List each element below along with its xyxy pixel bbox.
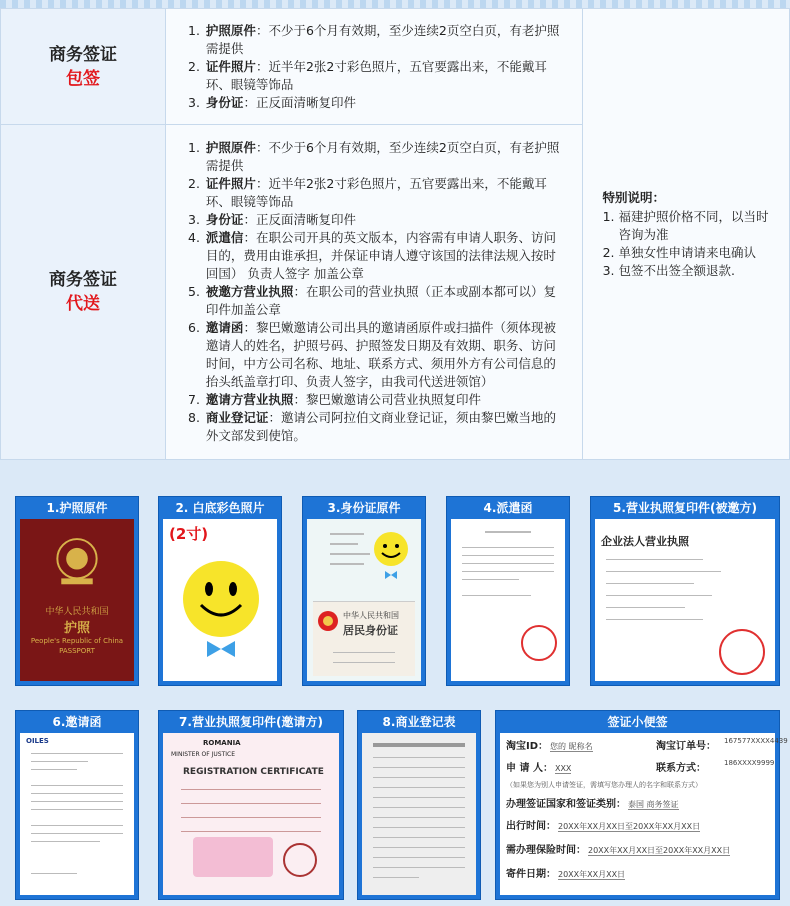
cert-stamp xyxy=(283,843,317,877)
requirements-list-cell xyxy=(165,125,582,460)
notes-title: 特别说明： xyxy=(602,190,666,205)
company-stamp xyxy=(521,625,557,661)
note-row xyxy=(506,817,769,832)
requirement-text: ：近半年2张2寸彩色照片，五官要露出来，不能戴耳环、眼镜等饰品 xyxy=(205,58,547,92)
requirement-item xyxy=(204,22,562,58)
note-label: 淘宝订单号： xyxy=(656,741,716,752)
note-item: 3. 包签不出签全额退款. xyxy=(619,262,779,280)
note-row xyxy=(506,779,769,790)
requirement-text: ：不少于6个月有效期，至少连续2页空白页，有老护照需提供 xyxy=(205,140,560,173)
note-value: XXX xyxy=(554,764,572,773)
note-label: 淘宝ID： xyxy=(506,741,549,752)
requirement-heading: 商业登记证 xyxy=(205,410,269,425)
requirement-item xyxy=(204,211,562,229)
license-doc-title: 企业法人营业执照 xyxy=(601,535,689,548)
category-subtitle: 包签 xyxy=(65,68,100,89)
passport-country-cn: 中华人民共和国 xyxy=(45,607,109,617)
note-row xyxy=(506,737,788,752)
card-license xyxy=(590,496,780,686)
category-title: 商务签证 xyxy=(48,270,117,290)
requirements-list xyxy=(166,22,582,112)
note-label: 出行时间： xyxy=(506,821,556,832)
card-dispatch xyxy=(446,496,570,686)
note-item: 2. 单独女性申请请来电确认 xyxy=(619,244,779,262)
note-label: 联系方式： xyxy=(656,763,706,774)
card-photo xyxy=(158,496,282,686)
card-title: 签证小便签 xyxy=(607,715,668,729)
requirement-text: ：邀请公司阿拉伯文商业登记证，须由黎巴嫩当地的外文部发到使馆。 xyxy=(205,410,556,443)
requirement-text: ：黎巴嫩邀请公司出具的邀请函原件或扫描件（须体现被邀请人的姓名，护照号码、护照签发日期及有效期、职务、访问时间，中方公司名称、地址、联系方式、须用外方有公司信息的抬头纸盖章打印、负责人签字，由我司代送进领馆） xyxy=(205,320,556,389)
requirement-heading: 身份证 xyxy=(205,94,244,110)
note-value: 您的 昵称名 xyxy=(550,742,593,751)
cert-ministry: MINISTER OF JUSTICE xyxy=(171,751,236,758)
category-title: 商务签证 xyxy=(48,44,117,65)
invitation-logo: OILES xyxy=(26,737,49,745)
category-subtitle: 代送 xyxy=(65,294,100,314)
card-visa-note xyxy=(495,710,788,900)
requirement-text: ：黎巴嫩邀请公司营业执照复印件 xyxy=(293,392,481,407)
inviter-license-image xyxy=(163,733,339,895)
category-cell xyxy=(1,9,166,125)
idcard-name: 居民身份证 xyxy=(343,624,398,637)
cert-seal xyxy=(193,837,273,877)
requirement-text: ：正反面清晰复印件 xyxy=(243,212,356,227)
idcard-back xyxy=(313,601,415,676)
note-value: 20XX年XX月XX日 xyxy=(558,870,626,879)
requirement-item xyxy=(204,229,562,283)
category-cell xyxy=(1,125,166,460)
requirements-table xyxy=(0,8,790,460)
notes-cell xyxy=(582,9,789,460)
card-title: 1.护照原件 xyxy=(46,501,108,515)
passport-emblem-icon xyxy=(20,519,134,681)
card-title: 4.派遣函 xyxy=(483,501,533,515)
photo-image xyxy=(163,519,277,681)
note-item: 1. 福建护照价格不同，以当时咨询为准 xyxy=(619,208,779,244)
row-business-pack xyxy=(1,9,790,125)
note-value: 20XX年XX月XX日至20XX年XX月XX日 xyxy=(558,822,701,831)
requirement-text: ：正反面清晰复印件 xyxy=(243,94,356,110)
license-stamp xyxy=(719,629,765,675)
card-commerce xyxy=(357,710,481,900)
requirement-text: ：在职公司的营业执照（正本或副本都可以）复印件加盖公章 xyxy=(205,284,556,317)
requirement-heading: 邀请方营业执照 xyxy=(205,392,294,407)
card-passport xyxy=(15,496,139,686)
national-emblem-icon xyxy=(317,610,339,632)
requirement-item xyxy=(204,283,562,319)
requirement-text: ：不少于6个月有效期，至少连续2页空白页，有老护照需提供 xyxy=(205,22,560,56)
requirement-item xyxy=(204,139,562,175)
note-label: 办理签证国家和签证类别： xyxy=(506,799,626,810)
card-invitation xyxy=(15,710,139,900)
note-row xyxy=(506,841,769,856)
note-row xyxy=(506,865,769,880)
note-label: 寄件日期： xyxy=(506,869,556,880)
card-title: 3.身份证原件 xyxy=(327,501,401,515)
requirement-text: ：近半年2张2寸彩色照片，五官要露出来，不能戴耳环、眼镜等饰品 xyxy=(205,176,547,209)
invitation-letter-image xyxy=(20,733,134,895)
card-title: 2. 白底彩色照片 xyxy=(175,501,265,515)
requirement-heading: 证件照片 xyxy=(205,58,256,74)
requirement-heading: 邀请函 xyxy=(205,320,244,335)
requirement-heading: 证件照片 xyxy=(205,176,256,191)
dispatch-letter-image xyxy=(451,519,565,681)
card-idcard xyxy=(302,496,426,686)
note-row xyxy=(506,795,769,810)
note-row xyxy=(506,759,775,774)
card-title: 5.营业执照复印件(被邀方) xyxy=(613,501,757,515)
note-value: 泰国 商务签证 xyxy=(628,800,679,809)
note-value: 167577XXXX4439 xyxy=(724,737,788,745)
requirement-item xyxy=(204,409,562,445)
requirement-item xyxy=(204,175,562,211)
card-title: 6.邀请函 xyxy=(52,715,102,729)
passport-country-en: People's Republic of China xyxy=(30,637,124,645)
id-photo-smiley-icon xyxy=(369,527,413,581)
requirement-heading: 身份证 xyxy=(205,212,244,227)
requirement-heading: 护照原件 xyxy=(205,22,256,38)
top-decoration xyxy=(0,0,790,8)
passport-image xyxy=(20,519,134,681)
visa-note-form xyxy=(500,733,788,895)
card-title: 8.商业登记表 xyxy=(382,715,456,729)
note-label: 申 请 人： xyxy=(506,763,553,774)
note-hint: （如果您为别人申请签证，需填写您办理人的名字和联系方式） xyxy=(506,781,702,789)
card-title: 7.营业执照复印件(邀请方) xyxy=(179,715,323,729)
requirement-heading: 护照原件 xyxy=(205,140,256,155)
requirements-list xyxy=(166,139,582,445)
note-value: 186XXXX9999 xyxy=(724,759,775,767)
cert-country: ROMANIA xyxy=(203,739,241,747)
passport-label-en: PASSPORT xyxy=(59,647,95,655)
requirement-item xyxy=(204,319,562,391)
commerce-register-image xyxy=(362,733,476,895)
requirement-heading: 派遣信 xyxy=(205,230,244,245)
requirement-item xyxy=(204,58,562,94)
passport-label-cn: 护照 xyxy=(63,621,90,636)
license-image xyxy=(595,519,775,681)
photo-size-label: (2寸) xyxy=(169,525,209,543)
card-inviter-license xyxy=(158,710,344,900)
requirement-item xyxy=(204,94,562,112)
requirement-text: ：在职公司开具的英文版本，内容需有申请人职务、访问目的，费用由谁承担，并保证申请人遵守该国的法律法规入按时回国） 负责人签字 加盖公章 xyxy=(205,230,556,281)
idcard-country: 中华人民共和国 xyxy=(343,611,399,620)
cert-title: REGISTRATION CERTIFICATE xyxy=(183,767,324,777)
note-label: 需办理保险时间： xyxy=(506,845,586,856)
requirement-item xyxy=(204,391,562,409)
requirement-heading: 被邀方营业执照 xyxy=(205,284,294,299)
idcard-image xyxy=(307,519,421,681)
requirements-list-cell xyxy=(165,9,582,125)
note-value: 20XX年XX月XX日至20XX年XX月XX日 xyxy=(588,846,731,855)
notes-list xyxy=(603,208,779,280)
